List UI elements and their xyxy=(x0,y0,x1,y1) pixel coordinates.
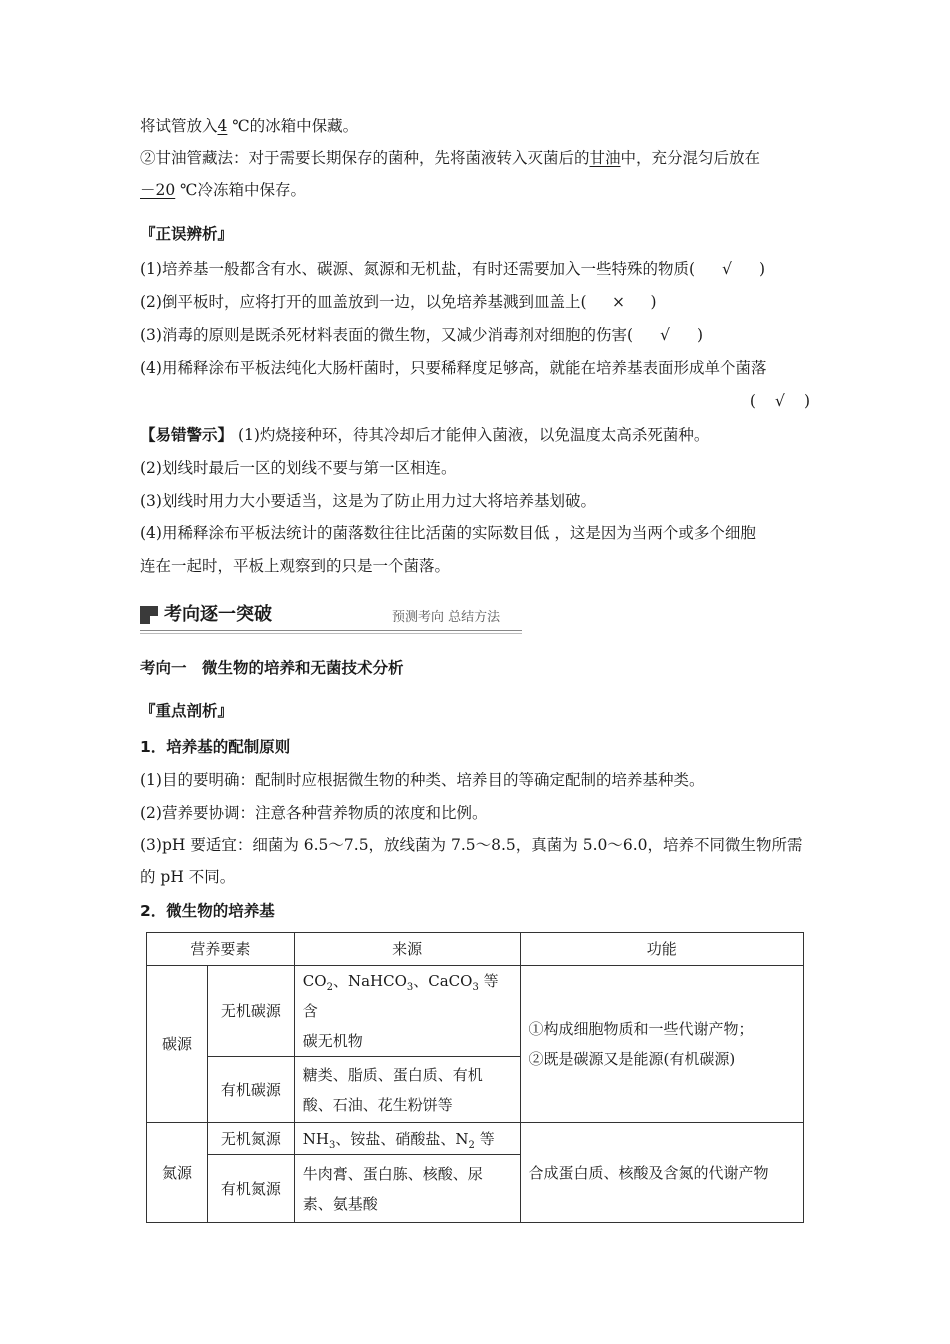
text: 牛肉膏、蛋白胨、核酸、尿 xyxy=(302,1164,483,1183)
point-2-title: 2．微生物的培养基 xyxy=(140,902,275,920)
point-1-item-1: (1)目的要明确：配制时应根据微生物的种类、培养目的等确定配制的培养基种类。 xyxy=(140,771,705,789)
text: 中，充分混匀后放在 xyxy=(620,149,761,167)
group-cell: 碳源 xyxy=(147,966,208,1123)
text: ②甘油管藏法：对于需要长期保存的菌种，先将菌液转入灭菌后的 xyxy=(140,149,590,167)
type-cell: 有机碳源 xyxy=(207,1057,294,1123)
type-cell: 有机氮源 xyxy=(207,1155,294,1223)
text: 、NaHCO xyxy=(332,972,407,990)
nutrient-table xyxy=(146,932,804,1223)
header-cell: 营养要素 xyxy=(147,933,295,966)
storage-line-3 xyxy=(140,179,306,201)
text: 将试管放入 xyxy=(140,117,218,135)
text: 素、氨基酸 xyxy=(302,1194,378,1213)
text: 等 xyxy=(479,1129,495,1148)
table-header-row xyxy=(147,933,804,966)
section-subtitle: 预测考向 总结方法 xyxy=(392,610,501,625)
yicuo-line-5: 连在一起时，平板上观察到的只是一个菌落。 xyxy=(140,557,451,575)
yicuo-line-2: (2)划线时最后一区的划线不要与第一区相连。 xyxy=(140,459,457,477)
text: 酸、石油、花生粉饼等 xyxy=(302,1095,453,1114)
check-mark: √ xyxy=(722,260,732,278)
source-cell: $CO_2$、NaHCO$_3$、CaCO$_3$ 等含 碳无机物 xyxy=(294,966,520,1057)
function-cell: 合成蛋白质、核酸及含氮的代谢产物 xyxy=(520,1123,804,1223)
underlined-glycerol: 甘油 xyxy=(589,149,621,167)
text: ℃冷冻箱中保存。 xyxy=(175,181,307,199)
zhongdian-heading: 『重点剖析』 xyxy=(140,702,234,720)
judge-item-3 xyxy=(140,324,703,346)
check-mark: √ xyxy=(774,392,785,410)
kaoxiang-title: 考向一 微生物的培养和无菌技术分析 xyxy=(140,659,404,677)
text: 碳无机物 xyxy=(302,1032,363,1050)
divider xyxy=(140,633,522,634)
text: ) xyxy=(803,392,810,410)
judge-item-4-answer xyxy=(750,390,810,412)
storage-line-1 xyxy=(140,115,358,137)
yicuo-line-4: (4)用稀释涂布平板法统计的菌落数往往比活菌的实际数目低 ，这是因为当两个或多个细胞 xyxy=(140,524,756,542)
cross-mark: × xyxy=(612,293,626,311)
text: (3)消毒的原则是既杀死材料表面的微生物，又减少消毒剂对细胞的伤害( xyxy=(140,326,634,344)
text: ) xyxy=(697,326,704,344)
point-1-item-3: (3)pH 要适宜：细菌为 6.5～7.5，放线菌为 7.5～8.5，真菌为 5.0～6.0，培养不同微生物所需 xyxy=(140,836,803,854)
divider xyxy=(140,630,522,631)
zhengwu-heading: 『正误辨析』 xyxy=(140,225,234,243)
text: 等含 xyxy=(302,972,499,1020)
text: (1)灼烧接种环，待其冷却后才能伸入菌液，以免温度太高杀死菌种。 xyxy=(233,426,710,444)
function-cell xyxy=(520,966,804,1123)
underlined-temp: 4 xyxy=(217,117,228,135)
check-mark: √ xyxy=(660,326,670,344)
header-cell: 来源 xyxy=(294,933,520,966)
text: ( xyxy=(749,392,756,410)
text: 糖类、脂质、蛋白质、有机 xyxy=(302,1065,483,1084)
section-title: 考向逐一突破 xyxy=(164,604,272,625)
judge-item-4: (4)用稀释涂布平板法纯化大肠杆菌时，只要稀释度足够高，就能在培养基表面形成单个菌落 xyxy=(140,359,767,377)
text: NH xyxy=(302,1129,330,1148)
text: 、CaCO xyxy=(413,972,473,990)
text: ℃的冰箱中保藏。 xyxy=(227,117,359,135)
text: CO xyxy=(302,972,327,990)
yicuo-label: 【易错警示】 xyxy=(140,426,234,444)
text: 、铵盐、硝酸盐、N xyxy=(335,1129,469,1148)
yicuo-line-1 xyxy=(140,424,709,446)
type-cell: 无机氮源 xyxy=(207,1123,294,1155)
text: ①构成细胞物质和一些代谢产物； xyxy=(528,1020,754,1038)
storage-line-2 xyxy=(140,147,760,169)
text: ) xyxy=(759,260,766,278)
point-1-item-2: (2)营养要协调：注意各种营养物质的浓度和比例。 xyxy=(140,804,488,822)
text: (2)倒平板时，应将打开的皿盖放到一边，以免培养基溅到皿盖上( xyxy=(140,293,587,311)
header-cell: 功能 xyxy=(520,933,804,966)
text: (1)培养基一般都含有水、碳源、氮源和无机盐，有时还需要加入一些特殊的物质( xyxy=(140,260,696,278)
point-1-title: 1．培养基的配制原则 xyxy=(140,738,291,756)
underlined-temp: －20 xyxy=(140,181,176,199)
source-cell: $NH_3$、铵盐、硝酸盐、$N_2$ 等 xyxy=(294,1123,520,1155)
section-header xyxy=(140,602,522,632)
judge-item-1 xyxy=(140,258,765,280)
source-cell xyxy=(294,1155,520,1223)
judge-item-2 xyxy=(140,291,657,313)
text: ) xyxy=(650,293,657,311)
text: ②既是碳源又是能源(有机碳源) xyxy=(528,1050,736,1068)
section-square-icon xyxy=(140,606,158,624)
table-row xyxy=(147,1123,804,1155)
type-cell: 无机碳源 xyxy=(207,966,294,1057)
source-cell xyxy=(294,1057,520,1123)
table-row xyxy=(147,966,804,1057)
yicuo-line-3: (3)划线时用力大小要适当，这是为了防止用力过大将培养基划破。 xyxy=(140,492,596,510)
group-cell: 氮源 xyxy=(147,1123,208,1223)
point-1-item-3-cont: 的 pH 不同。 xyxy=(140,868,236,886)
